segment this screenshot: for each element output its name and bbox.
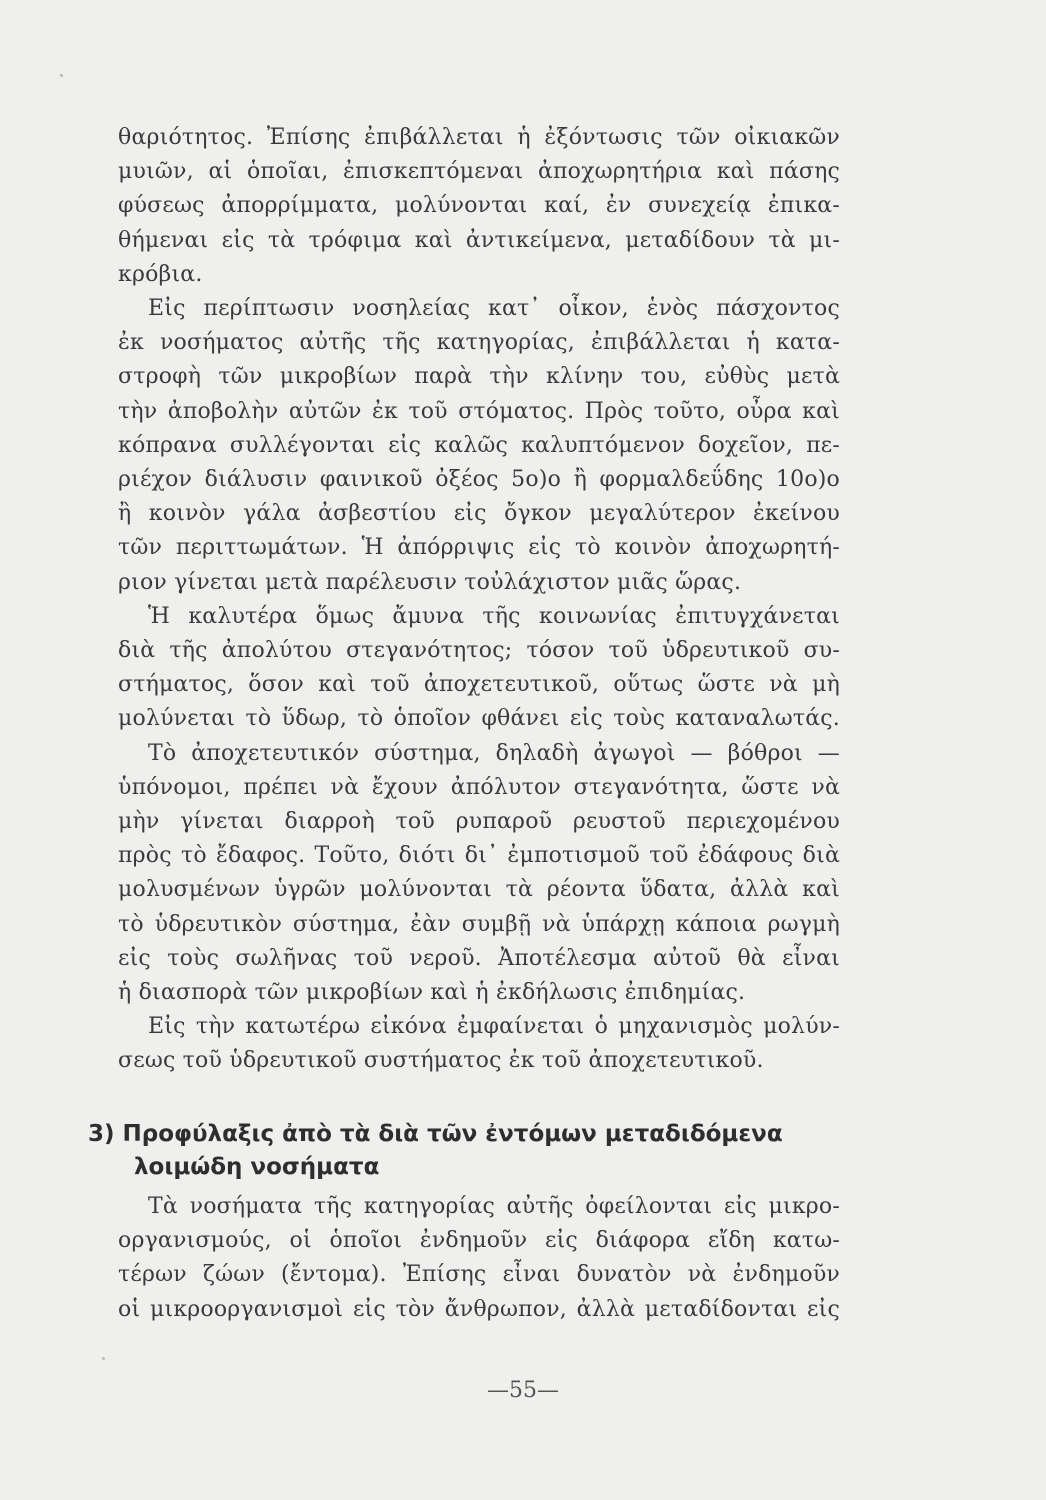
text-line: μολύνεται τὸ ὕδωρ, τὸ ὁποῖον φθάνει εἰς τοὺς καταναλωτάς. [118, 706, 840, 732]
text-line: θαριότητος. Ἐπίσης ἐπιβάλλεται ἡ ἐξόντωσις τῶν οἰκιακῶν [118, 125, 840, 150]
text-line: οργανισμούς, οἱ ὁποῖοι ἐνδημοῦν εἰς διάφορα εἴδη κατω- [118, 1228, 840, 1254]
text-line: μυιῶν, αἱ ὁποῖαι, ἐπισκεπτόμεναι ἀποχωρητήρια καὶ πάσης [118, 159, 840, 185]
text-line: ριον γίνεται μετὰ παρέλευσιν τοὐλάχιστον μιᾶς ὥρας. [118, 569, 742, 595]
text-line: διὰ τῆς ἀπολύτου στεγανότητος; τόσον τοῦ ὑδρευτικοῦ συ- [118, 638, 840, 664]
text-line: πρὸς τὸ ἔδαφος. Τοῦτο, διότι δι᾽ ἐμποτισμοῦ τοῦ ἐδάφους διὰ [118, 843, 840, 869]
text-line: τὴν ἀποβολὴν αὐτῶν ἐκ τοῦ στόματος. Πρὸς τοῦτο, οὖρα καὶ [118, 398, 840, 424]
text-line: ἐκ νοσήματος αὐτῆς τῆς κατηγορίας, ἐπιβάλλεται ἡ κατα- [118, 330, 840, 356]
text-line: στήματος, ὅσον καὶ τοῦ ἀποχετευτικοῦ, οὕτως ὥστε νὰ μὴ [118, 672, 840, 698]
text-line: Εἰς περίπτωσιν νοσηλείας κατ᾽ οἶκον, ἑνὸς πάσχοντος [148, 296, 840, 322]
text-line: φύσεως ἀπορρίμματα, μολύνονται καί, ἐν συνεχείᾳ ἐπικα- [118, 193, 840, 219]
paper-speck [60, 74, 63, 77]
text-line: τὸ ὑδρευτικὸν σύστημα, ἐὰν συμβῇ νὰ ὑπάρχῃ κάποια ρωγμὴ [118, 911, 840, 937]
text-line: ἢ κοινὸν γάλα ἀσβεστίου εἰς ὄγκον μεγαλύτερον ἐκείνου [118, 501, 840, 527]
paper-speck [102, 1357, 105, 1360]
section-heading-line: 3) Προφύλαξις ἀπὸ τὰ διὰ τῶν ἐντόμων μεταδιδόμενα [88, 1121, 783, 1147]
text-line: εἰς τοὺς σωλῆνας τοῦ νεροῦ. Ἀποτέλεσμα αὐτοῦ θὰ εἶναι [118, 945, 840, 971]
page-number: —55— [487, 1378, 559, 1403]
text-line: κρόβια. [118, 261, 203, 287]
body-text-block [118, 121, 840, 1079]
text-line: σεως τοῦ ὑδρευτικοῦ συστήματος ἐκ τοῦ ἀποχετευτικοῦ. [118, 1048, 764, 1074]
text-line: Τὰ νοσήματα τῆς κατηγορίας αὐτῆς ὀφείλονται εἰς μικρο- [148, 1194, 840, 1219]
text-line: Εἰς τὴν κατωτέρω εἰκόνα ἐμφαίνεται ὁ μηχανισμὸς μολύν- [148, 1014, 840, 1040]
section-heading [88, 1118, 848, 1184]
text-line: θήμεναι εἰς τὰ τρόφιμα καὶ ἀντικείμενα, μεταδίδουν τὰ μι- [118, 227, 840, 253]
text-line: ἡ διασπορὰ τῶν μικροβίων καὶ ἡ ἐκδήλωσις ἐπιδημίας. [118, 980, 746, 1006]
text-line: μολυσμένων ὑγρῶν μολύνονται τὰ ρέοντα ὕδατα, ἀλλὰ καὶ [118, 877, 840, 903]
text-line: μὴν γίνεται διαρροὴ τοῦ ρυπαροῦ ρευστοῦ περιεχομένου [118, 809, 840, 835]
text-line: Τὸ ἀποχετευτικόν σύστημα, δηλαδὴ ἀγωγοὶ — βόθροι — [148, 740, 840, 766]
text-line: Ἡ καλυτέρα ὅμως ἄμυνα τῆς κοινωνίας ἐπιτυγχάνεται [148, 603, 840, 629]
section-heading-line: λοιμώδη νοσήματα [134, 1154, 380, 1180]
text-line: στροφὴ τῶν μικροβίων παρὰ τὴν κλίνην του, εὐθὺς μετὰ [118, 364, 840, 390]
text-line: οἱ μικροοργανισμοὶ εἰς τὸν ἄνθρωπον, ἀλλὰ μεταδίδονται εἰς [118, 1296, 840, 1322]
text-line: ριέχον διάλυσιν φαινικοῦ ὀξέος 5ο)ο ἢ φορμαλδεΰδης 10ο)ο [118, 467, 840, 493]
text-line: τῶν περιττωμάτων. Ἡ ἀπόρριψις εἰς τὸ κοινὸν ἀποχωρητή- [118, 535, 840, 561]
text-line: κόπρανα συλλέγονται εἰς καλῶς καλυπτόμενον δοχεῖον, πε- [118, 432, 840, 458]
text-line: ὑπόνομοι, πρέπει νὰ ἔχουν ἀπόλυτον στεγανότητα, ὥστε νὰ [118, 774, 840, 800]
body-text-block [118, 1190, 840, 1327]
text-line: τέρων ζώων (ἔντομα). Ἐπίσης εἶναι δυνατὸν νὰ ἐνδημοῦν [118, 1262, 840, 1288]
